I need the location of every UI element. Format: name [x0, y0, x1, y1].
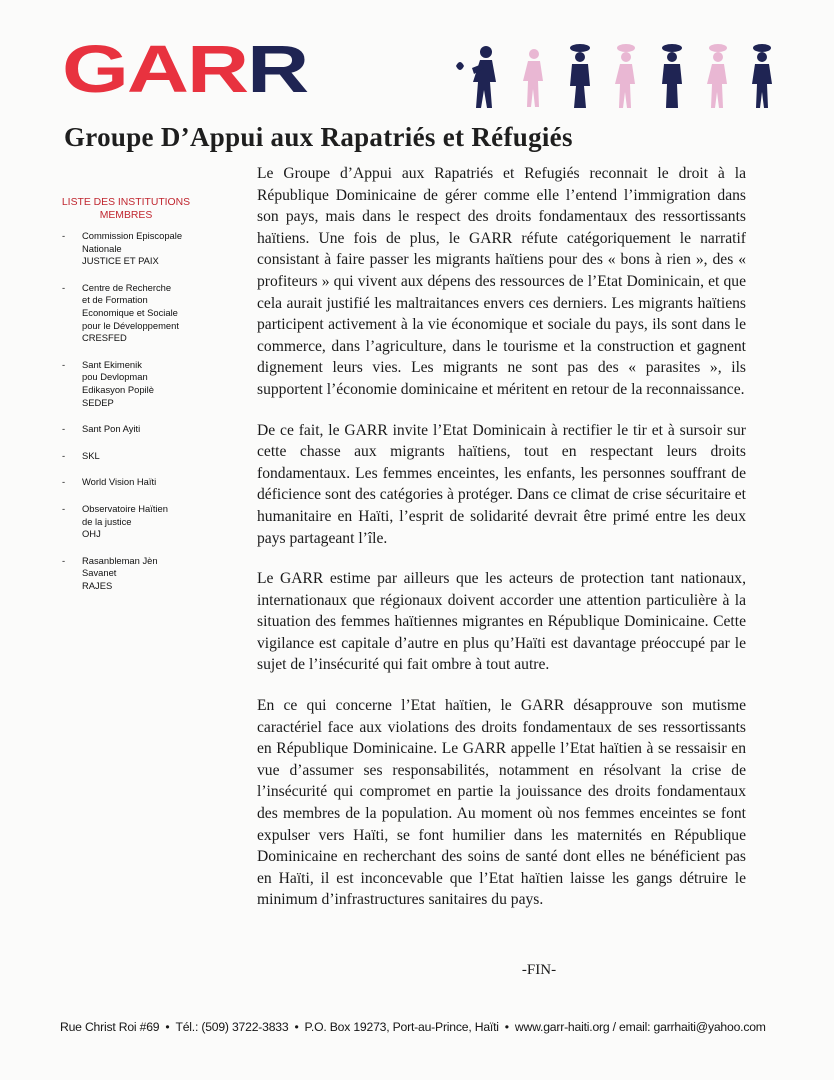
institution-name-line: Sant Pon Ayiti	[82, 423, 141, 435]
person-carrying-icon	[752, 44, 772, 108]
institution-item	[58, 359, 208, 409]
footer-bullet: •	[504, 1020, 509, 1034]
press-release-body	[257, 163, 746, 930]
institution-name-line: Sant Ekimenik	[82, 358, 142, 370]
sidebar-title-line: MEMBRES	[99, 210, 153, 221]
institution-name-line: Nationale	[82, 242, 122, 254]
logo-wordmark	[62, 31, 308, 107]
list-dash: -	[62, 449, 66, 461]
person-carrying-icon	[570, 44, 590, 108]
institution-name-line: Centre de Recherche	[82, 281, 172, 293]
institution-name-line: de la justice	[82, 515, 132, 527]
body-paragraph: Le Groupe d’Appui aux Rapatriés et Refugiés reconnait le droit à la République Dominicaine de gérer comme elle l’entend l’immigration dans son pays, mais dans le respect des droits fondamentaux des ressortissants haïtiens. Une fois de plus, le GARR réfute catégoriquement le narratif consistant à faire passer les migrants haïtiens pour des « bons à rien », des « profiteurs » qui vivent aux dépens des ressources de l’Etat Dominicain, et que cela aurait justifié les maltraitances envers ces derniers. Les migrants haïtiens participent activement à la vie économique et sociale du pays, ils sont dans le commerce, dans l’agriculture, dans le tourisme et la construction et gagnent dignement leurs vies. Les migrants ne sont pas des « parasites », ils supportent l’économie dominicaine et méritent en retour de la reconnaissance.	[257, 165, 746, 398]
institution-name-line: et de Formation	[82, 294, 148, 306]
footer-contact-line	[60, 1020, 800, 1034]
institution-name-line: RAJES	[82, 579, 113, 591]
footer-bullet: •	[165, 1020, 170, 1034]
body-paragraph: De ce fait, le GARR invite l’Etat Dominicain à rectifier le tir et à sursoir sur cette chasse aux migrants haïtiens, tout en respectant leurs droits fondamentaux. Les femmes enceintes, les enfants, les personnes souffrant de déficience sont des catégories à protéger. Dans ce climat de crise sécuritaire et humanitaire en Haïti, l’esprit de solidarité devrait être primé entre les deux pays partageant l’île.	[257, 421, 746, 547]
institution-item	[58, 450, 208, 463]
logo-blue-letter: R	[247, 31, 308, 107]
institution-name-line: Edikasyon Popilè	[82, 383, 154, 395]
list-dash: -	[62, 358, 66, 370]
institution-list	[58, 230, 208, 592]
person-figure-icon	[456, 46, 496, 108]
institution-name-line: Savanet	[82, 567, 117, 579]
end-marker: -FIN-	[521, 962, 557, 978]
person-figure-icon	[615, 44, 635, 108]
member-institutions-sidebar	[58, 196, 208, 606]
garr-logo	[62, 31, 308, 112]
institution-name-line: SEDEP	[82, 396, 114, 408]
footer-bullet: •	[294, 1020, 299, 1034]
list-dash: -	[62, 554, 66, 566]
list-dash: -	[62, 281, 66, 293]
sidebar-title-line: LISTE DES INSTITUTIONS	[61, 197, 191, 208]
list-dash: -	[62, 476, 66, 488]
institution-item	[58, 476, 208, 489]
institution-name-line: Rasanbleman Jèn	[82, 554, 158, 566]
institution-name-line: pour le Développement	[82, 319, 179, 331]
institution-name-line: pou Devlopman	[82, 371, 148, 383]
institution-item	[58, 555, 208, 593]
logo-figures-illustration	[450, 44, 780, 110]
institution-item	[58, 282, 208, 345]
footer-phone: Tél.: (509) 3722-3833	[175, 1020, 289, 1034]
sidebar-title	[58, 196, 208, 222]
organization-name: Groupe D’Appui aux Rapatriés et Réfugiés	[64, 122, 573, 152]
footer-web-email[interactable]: www.garr-haiti.org / email: garrhaiti@yahoo.com	[514, 1020, 766, 1034]
institution-name-line: JUSTICE ET PAIX	[82, 255, 159, 267]
institution-name-line: OHJ	[82, 528, 101, 540]
institution-name-line: Economique et Sociale	[82, 306, 178, 318]
institution-item	[58, 503, 208, 541]
institution-name-line: SKL	[82, 449, 100, 461]
institution-item	[58, 423, 208, 436]
footer-address: Rue Christ Roi #69	[60, 1020, 160, 1034]
logo-red-letters: GAR	[62, 31, 248, 107]
list-dash: -	[62, 230, 66, 241]
footer-po-box: P.O. Box 19273, Port-au-Prince, Haïti	[304, 1020, 499, 1034]
body-paragraph: En ce qui concerne l’Etat haïtien, le GARR désapprouve son mutisme caractériel face aux violations des droits fondamentaux de ses ressortissants en République Dominicaine. Le GARR appelle l’Etat haïtien à se ressaisir en vue d’assumer ses responsabilités, notamment en résolvant la crise de l’insécurité qui compromet en partie la jouissance des droits fondamentaux des membres de la population. Au moment où nos femmes enceintes se font expulser vers Haïti, se font humilier dans les maternités en République Dominicaine en recherchant des soins de santé dont elles ne bénéficient pas en Haïti, il est inconcevable que l’Etat haïtien laisse les gangs détruire le minimum d’infrastructures sanitaires du pays.	[257, 697, 746, 909]
institution-name-line: CRESFED	[82, 332, 127, 344]
list-dash: -	[62, 423, 66, 435]
list-dash: -	[62, 502, 66, 514]
body-paragraph: Le GARR estime par ailleurs que les acteurs de protection tant nationaux, internationaux que régionaux doivent accorder une attention particulière à la situation des femmes haïtiennes migrantes en République Dominicaine. Cette vigilance est capitale d’autre en plus qu’Haïti est davantage préoccupé par le sujet de l’insécurité qui fait ombre à tout autre.	[257, 570, 746, 674]
person-carrying-icon	[662, 44, 682, 108]
institution-item	[58, 230, 208, 268]
institution-name-line: Commission Episcopale	[82, 230, 183, 241]
person-figure-icon	[523, 49, 543, 107]
institution-name-line: Observatoire Haïtien	[82, 502, 168, 514]
person-figure-icon	[707, 44, 727, 108]
institution-name-line: World Vision Haïti	[82, 476, 157, 488]
